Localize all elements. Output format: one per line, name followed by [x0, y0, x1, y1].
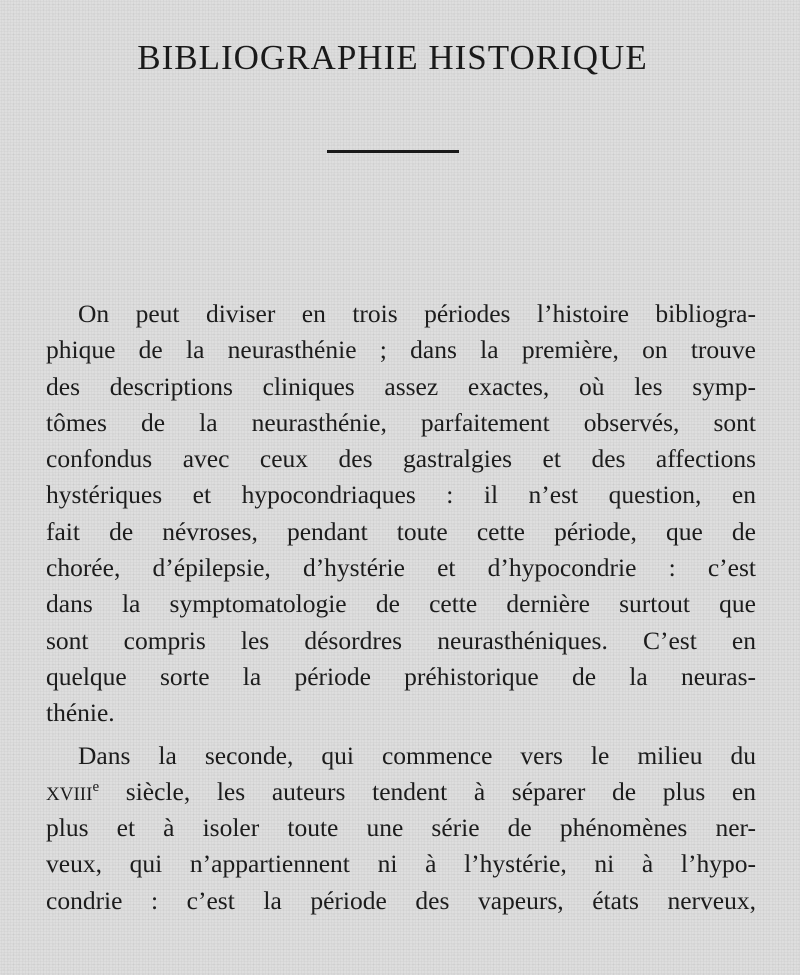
- text-line: quelque sorte la période préhistorique de la neuras-: [46, 661, 756, 691]
- paragraph-1: [46, 296, 756, 732]
- century-line-text: siècle, les auteurs tendent à séparer de plus en: [125, 776, 757, 806]
- text-line: thénie.: [46, 698, 115, 728]
- text-line: confondus avec ceux des gastralgies et des affections: [46, 444, 756, 474]
- text-line-century: [46, 774, 756, 810]
- text-line: plus et à isoler toute une série de phénomènes ner-: [46, 813, 756, 843]
- heading-rule: [327, 150, 459, 153]
- text-line: sont compris les désordres neurasthéniques. C’est en: [46, 625, 756, 655]
- century-numeral: XVIII: [46, 783, 93, 805]
- paragraph-2: [46, 738, 756, 919]
- century-suffix: e: [92, 778, 100, 795]
- text-line: On peut diviser en trois périodes l’histoire bibliogra-: [78, 299, 756, 328]
- text-line: condrie : c’est la période des vapeurs, états nerveux,: [46, 885, 756, 915]
- text-line: veux, qui n’appartiennent ni à l’hystérie, ni à l’hypo-: [46, 849, 756, 879]
- text-line: chorée, d’épilepsie, d’hystérie et d’hypocondrie : c’est: [46, 553, 756, 583]
- text-line: des descriptions cliniques assez exactes, où les symp-: [46, 371, 756, 401]
- chapter-heading: BIBLIOGRAPHIE HISTORIQUE: [137, 38, 648, 77]
- text-line: tômes de la neurasthénie, parfaitement observés, sont: [46, 407, 756, 437]
- text-line: Dans la seconde, qui commence vers le milieu du: [78, 740, 756, 770]
- text-line: hystériques et hypocondriaques : il n’est question, en: [46, 480, 756, 510]
- text-line: dans la symptomatologie de cette dernière surtout que: [46, 589, 756, 619]
- text-line: phique de la neurasthénie ; dans la première, on trouve: [46, 335, 756, 365]
- body-text: [46, 296, 756, 919]
- text-line: fait de névroses, pendant toute cette période, que de: [46, 516, 756, 546]
